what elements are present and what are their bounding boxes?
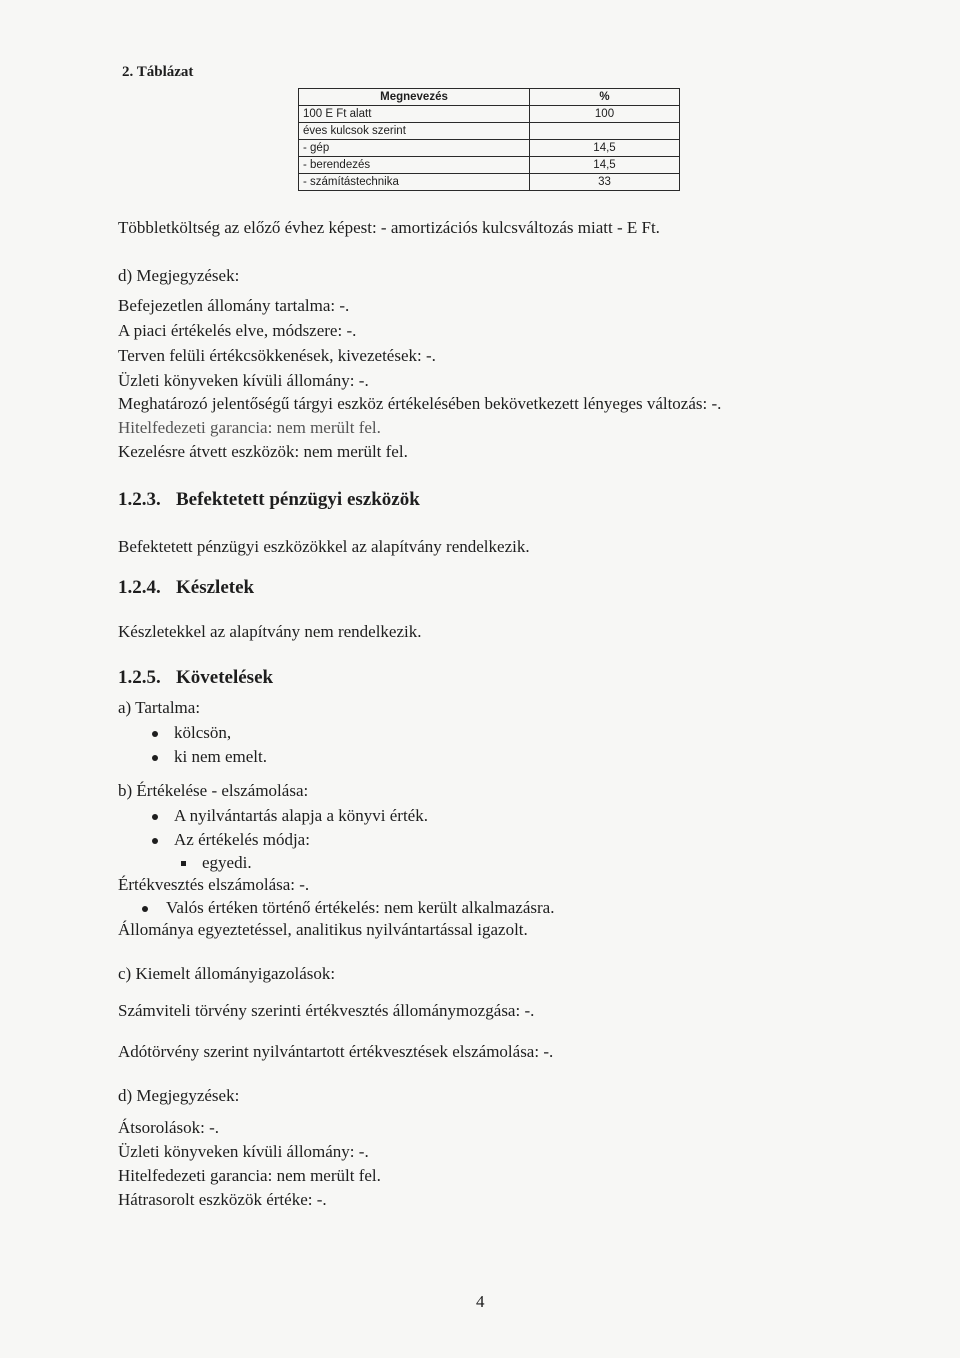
notes-line: A piaci értékelés elve, módszere: -. [118,321,357,340]
table-header-percent: % [530,89,680,106]
table-title: 2. Táblázat [122,64,194,80]
table-cell: - gép [299,140,530,157]
notes-heading: d) Megjegyzések: [118,266,240,285]
table-cell: 100 [530,106,680,123]
text-line: Hitelfedezeti garancia: nem merült fel. [118,1166,381,1185]
additional-cost-line: Többletköltség az előző évhez képest: - amortizációs kulcsváltozás miatt - E Ft. [118,218,660,237]
section-number: 1.2.4. [118,577,161,598]
table-cell: 100 E Ft alatt [299,106,530,123]
section-title: Készletek [176,577,255,598]
page-number: 4 [476,1292,485,1311]
table-row [299,106,680,123]
text-line: Hátrasorolt eszközök értéke: -. [118,1190,327,1209]
notes-line: Kezelésre átvett eszközök: nem merült fel. [118,442,408,461]
text-line: Átsorolások: -. [118,1118,220,1137]
section-number: 1.2.5. [118,667,161,688]
list-item: egyedi. [202,853,252,872]
depreciation-table [298,88,680,191]
table-cell: 33 [530,174,680,191]
list-item: A nyilvántartás alapja a könyvi érték. [174,806,428,825]
list-item: kölcsön, [174,723,232,742]
text-line: Állománya egyeztetéssel, analitikus nyilvántartással igazolt. [118,920,528,939]
notes-line: Befejezetlen állomány tartalma: -. [118,296,350,315]
table-row [299,174,680,191]
notes-line: Hitelfedezeti garancia: nem merült fel. [118,418,381,437]
bullet-icon [152,838,158,844]
text-line: Adótörvény szerint nyilvántartott értékvesztések elszámolása: -. [118,1042,554,1061]
list-item: Az értékelés módja: [174,830,310,849]
bullet-icon [152,814,158,820]
section-number: 1.2.3. [118,489,161,510]
subsection-heading: b) Értékelése - elszámolása: [118,781,309,800]
notes-line: Terven felüli értékcsökkenések, kivezetések: -. [118,346,436,365]
table-cell: - berendezés [299,157,530,174]
text-line: Értékvesztés elszámolása: -. [118,875,310,894]
section-title: Befektetett pénzügyi eszközök [176,489,420,510]
table-row [299,123,680,140]
section-text: Befektetett pénzügyi eszközökkel az alapítvány rendelkezik. [118,537,530,556]
table-row [299,140,680,157]
subsection-heading: a) Tartalma: [118,698,201,717]
section-title: Követelések [176,667,274,688]
table-cell: éves kulcsok szerint [299,123,530,140]
table-cell: 14,5 [530,140,680,157]
table-header-name: Megnevezés [299,89,530,106]
text-line: Számviteli törvény szerinti értékvesztés állománymozgása: -. [118,1001,535,1020]
bullet-icon [152,755,158,761]
notes-line: Üzleti könyveken kívüli állomány: -. [118,371,369,390]
subsection-heading: d) Megjegyzések: [118,1086,240,1105]
bullet-icon [152,731,158,737]
table-cell: 14,5 [530,157,680,174]
text-line: Üzleti könyveken kívüli állomány: -. [118,1142,369,1161]
table-cell [530,123,680,140]
bullet-icon [142,906,148,912]
square-bullet-icon [181,861,186,866]
list-item: Valós értéken történő értékelés: nem került alkalmazásra. [166,898,555,917]
table-cell: - számítástechnika [299,174,530,191]
subsection-heading: c) Kiemelt állományigazolások: [118,964,336,983]
section-text: Készletekkel az alapítvány nem rendelkezik. [118,622,422,641]
notes-line: Meghatározó jelentőségű tárgyi eszköz értékelésében bekövetkezett lényeges változás: -. [118,394,722,413]
table-row [299,157,680,174]
list-item: ki nem emelt. [174,747,268,766]
